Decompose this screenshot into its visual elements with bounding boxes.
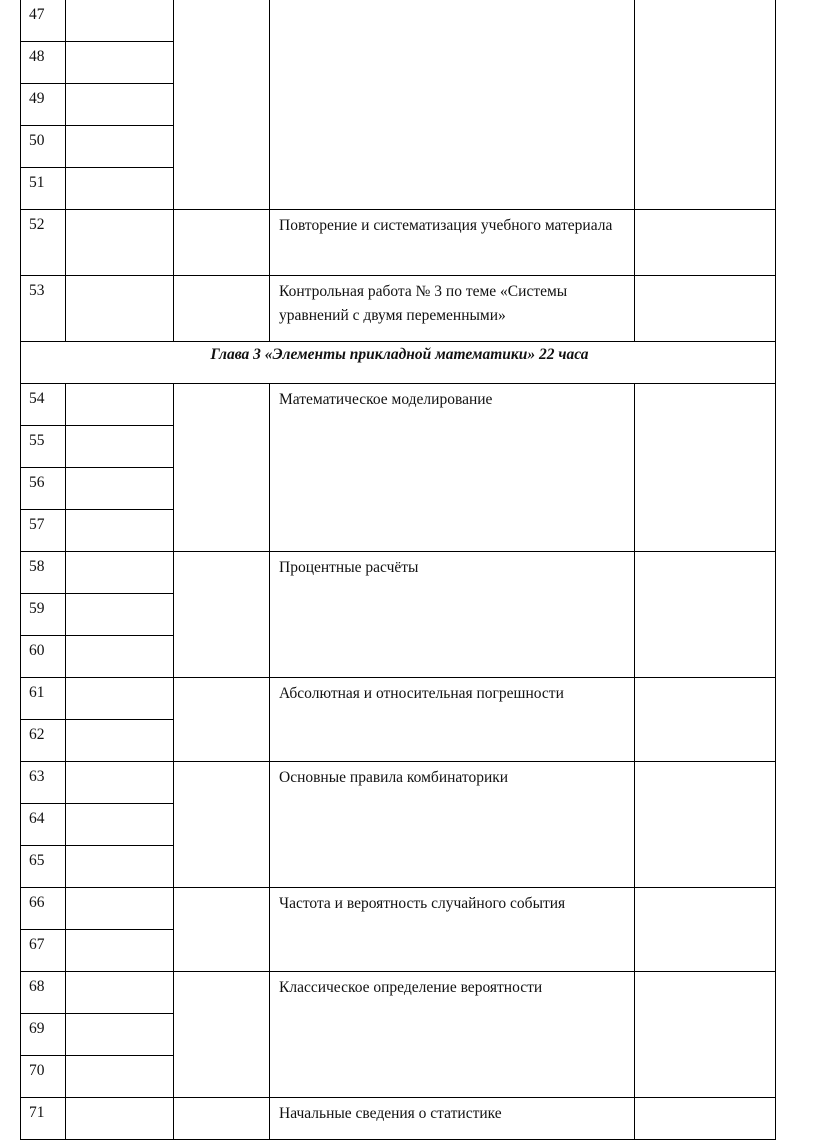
notes-cell — [635, 552, 776, 678]
lesson-plan-table — [20, 0, 776, 1140]
notes-cell — [635, 972, 776, 1098]
lesson-topic: Математическое моделирование — [270, 384, 635, 552]
lesson-number: 68 — [21, 972, 66, 1014]
lesson-number: 55 — [21, 426, 66, 468]
lesson-topic: Частота и вероятность случайного события — [270, 888, 635, 972]
lesson-number: 64 — [21, 804, 66, 846]
date-plan-cell — [66, 846, 174, 888]
date-fact-cell — [174, 210, 270, 276]
lesson-number: 49 — [21, 84, 66, 126]
lesson-topic: Классическое определение вероятности — [270, 972, 635, 1098]
lesson-number: 61 — [21, 678, 66, 720]
notes-cell — [635, 678, 776, 762]
date-plan-cell — [66, 126, 174, 168]
table-row — [21, 972, 776, 1014]
date-plan-cell — [66, 888, 174, 930]
date-fact-cell — [174, 888, 270, 972]
date-plan-cell — [66, 594, 174, 636]
table-row — [21, 276, 776, 342]
lesson-number: 56 — [21, 468, 66, 510]
date-fact-cell — [174, 552, 270, 678]
lesson-number: 52 — [21, 210, 66, 276]
lesson-number: 48 — [21, 42, 66, 84]
notes-cell — [635, 0, 776, 210]
lesson-topic: Начальные сведения о статистике — [270, 1098, 635, 1140]
date-fact-cell — [174, 972, 270, 1098]
lesson-number: 54 — [21, 384, 66, 426]
table-row — [21, 0, 776, 42]
lesson-topic: Повторение и систематизация учебного материала — [270, 210, 635, 276]
lesson-number: 59 — [21, 594, 66, 636]
date-plan-cell — [66, 762, 174, 804]
notes-cell — [635, 888, 776, 972]
lesson-number: 69 — [21, 1014, 66, 1056]
notes-cell — [635, 210, 776, 276]
date-plan-cell — [66, 678, 174, 720]
lesson-number: 67 — [21, 930, 66, 972]
lesson-number: 57 — [21, 510, 66, 552]
date-plan-cell — [66, 168, 174, 210]
date-plan-cell — [66, 720, 174, 762]
date-plan-cell — [66, 972, 174, 1014]
date-plan-cell — [66, 426, 174, 468]
table-row — [21, 210, 776, 276]
date-fact-cell — [174, 678, 270, 762]
date-plan-cell — [66, 804, 174, 846]
date-fact-cell — [174, 384, 270, 552]
date-plan-cell — [66, 930, 174, 972]
date-plan-cell — [66, 384, 174, 426]
lesson-topic: Основные правила комбинаторики — [270, 762, 635, 888]
lesson-number: 53 — [21, 276, 66, 342]
lesson-number: 47 — [21, 0, 66, 42]
date-plan-cell — [66, 552, 174, 594]
lesson-topic: Контрольная работа № 3 по теме «Системы уравнений с двумя переменными» — [270, 276, 635, 342]
date-plan-cell — [66, 84, 174, 126]
date-fact-cell — [174, 0, 270, 210]
lesson-number: 71 — [21, 1098, 66, 1140]
lesson-topic: Процентные расчёты — [270, 552, 635, 678]
notes-cell — [635, 384, 776, 552]
notes-cell — [635, 276, 776, 342]
date-plan-cell — [66, 1056, 174, 1098]
lesson-number: 62 — [21, 720, 66, 762]
date-fact-cell — [174, 1098, 270, 1140]
lesson-number: 60 — [21, 636, 66, 678]
date-plan-cell — [66, 0, 174, 42]
table-row — [21, 888, 776, 930]
table-row — [21, 384, 776, 426]
date-plan-cell — [66, 210, 174, 276]
date-plan-cell — [66, 636, 174, 678]
chapter-title: Глава 3 «Элементы прикладной математики» 22 часа — [21, 342, 776, 384]
date-plan-cell — [66, 1014, 174, 1056]
table-row — [21, 1098, 776, 1140]
lesson-topic — [270, 0, 635, 210]
lesson-number: 65 — [21, 846, 66, 888]
lesson-topic: Абсолютная и относительная погрешности — [270, 678, 635, 762]
date-fact-cell — [174, 762, 270, 888]
lesson-number: 66 — [21, 888, 66, 930]
date-plan-cell — [66, 276, 174, 342]
lesson-number: 51 — [21, 168, 66, 210]
date-plan-cell — [66, 1098, 174, 1140]
lesson-number: 50 — [21, 126, 66, 168]
chapter-row — [21, 342, 776, 384]
date-plan-cell — [66, 510, 174, 552]
table-row — [21, 552, 776, 594]
lesson-number: 70 — [21, 1056, 66, 1098]
table-row — [21, 678, 776, 720]
notes-cell — [635, 1098, 776, 1140]
notes-cell — [635, 762, 776, 888]
lesson-number: 63 — [21, 762, 66, 804]
table-row — [21, 762, 776, 804]
date-fact-cell — [174, 276, 270, 342]
lesson-number: 58 — [21, 552, 66, 594]
date-plan-cell — [66, 42, 174, 84]
date-plan-cell — [66, 468, 174, 510]
